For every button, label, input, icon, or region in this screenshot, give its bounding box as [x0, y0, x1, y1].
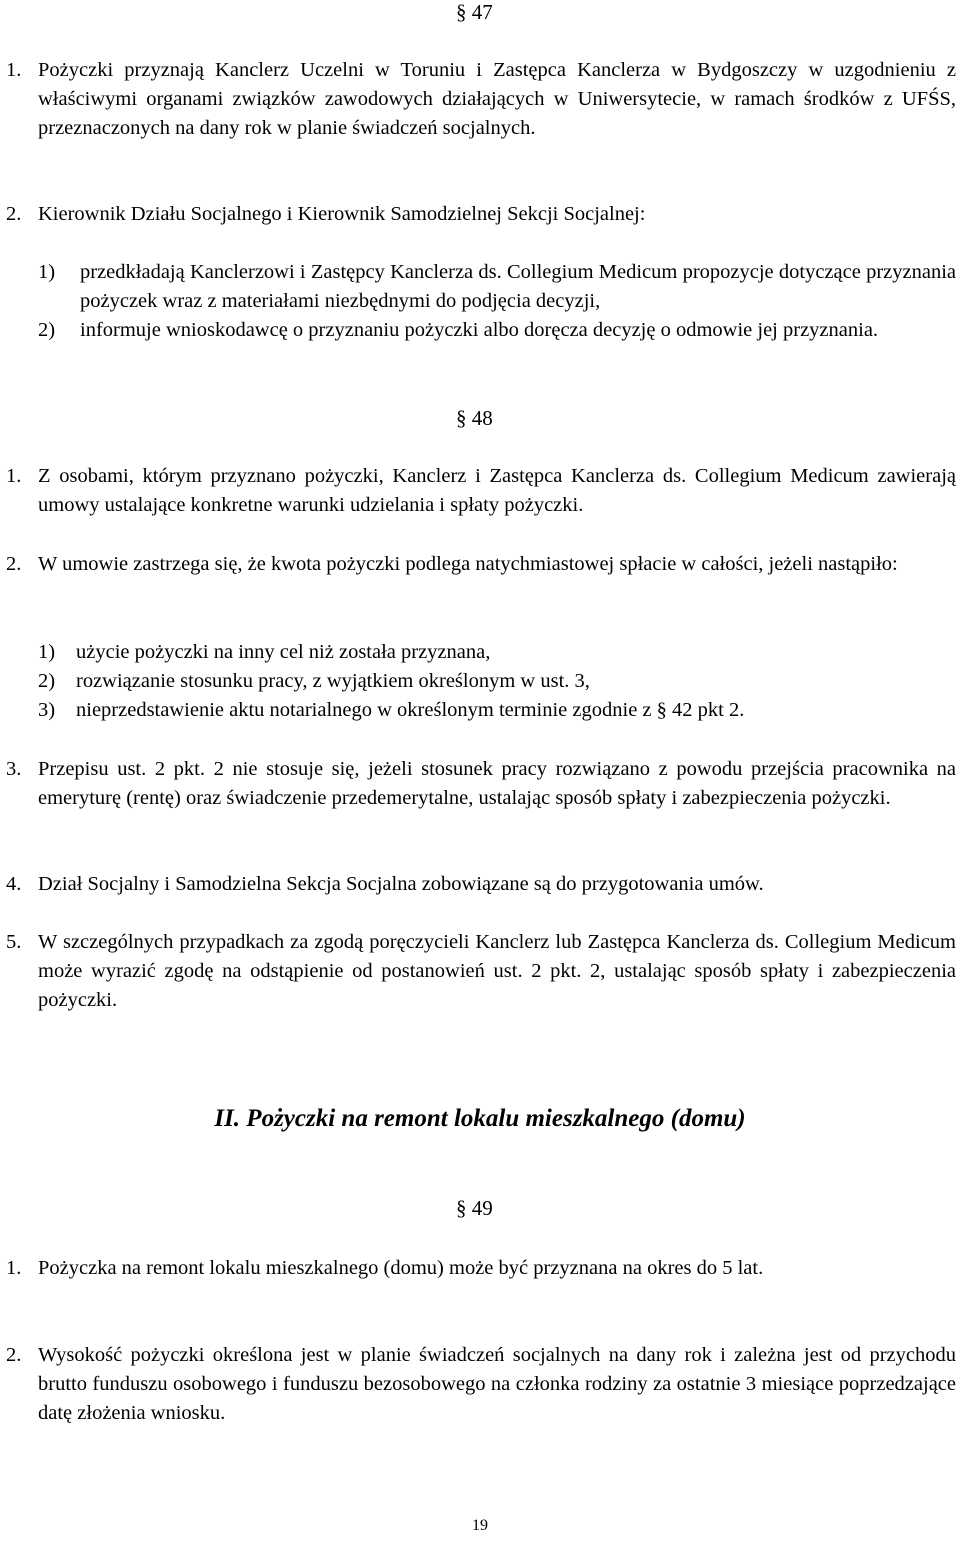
s48-item-2-number: 2) — [38, 670, 56, 692]
s47-para-1-text: Pożyczki przyznają Kanclerz Uczelni w Toruniu i Zastępca Kanclerza w Bydgoszczy w uzgodnieniu z właściwymi organami związków zawodowych działających w Uniwersytecie, w ramach środków z UFŚS, przeznaczonych na dany rok w planie świadczeń socjalnych. — [38, 59, 956, 139]
s48-para-1-text: Z osobami, którym przyznano pożyczki, Kanclerz i Zastępca Kanclerza ds. Collegium Medicum zawierają umowy ustalające konkretne warunki udzielania i spłaty pożyczki. — [38, 465, 956, 516]
s48-para-2-number: 2. — [6, 553, 22, 575]
s49-para-2-text: Wysokość pożyczki określona jest w planie świadczeń socjalnych na dany rok i zależna jest od przychodu brutto funduszu osobowego i funduszu bezosobowego na członka rodziny za ostatnie 3 miesiące poprzedzające datę złożenia wniosku. — [38, 1344, 956, 1424]
s48-para-4-number: 4. — [6, 873, 22, 895]
s48-item-1-number: 1) — [38, 641, 56, 663]
s49-para-2-number: 2. — [6, 1344, 22, 1366]
s48-para-2-text: W umowie zastrzega się, że kwota pożyczki podlega natychmiastowej spłacie w całości, jeżeli nastąpiło: — [38, 553, 898, 575]
s48-para-3-number: 3. — [6, 758, 22, 780]
s48-item-3-number: 3) — [38, 699, 56, 721]
section-49-heading: § 49 — [456, 1196, 493, 1220]
s48-item-2-text: rozwiązanie stosunku pracy, z wyjątkiem określonym w ust. 3, — [76, 670, 590, 692]
s47-para-2-number: 2. — [6, 203, 22, 225]
chapter-heading: II. Pożyczki na remont lokalu mieszkalnego (domu) — [214, 1105, 746, 1132]
section-47-heading: § 47 — [456, 0, 493, 24]
s47-item-1-number: 1) — [38, 261, 56, 283]
s47-para-2-text: Kierownik Działu Socjalnego i Kierownik Samodzielnej Sekcji Socjalnej: — [38, 203, 646, 225]
s48-item-3-text: nieprzedstawienie aktu notarialnego w określonym terminie zgodnie z § 42 pkt 2. — [76, 699, 745, 721]
s48-para-4-text: Dział Socjalny i Samodzielna Sekcja Socjalna zobowiązane są do przygotowania umów. — [38, 873, 764, 895]
s47-item-2-text: informuje wnioskodawcę o przyznaniu pożyczki albo doręcza decyzję o odmowie jej przyznania. — [80, 319, 879, 341]
s48-para-3-text: Przepisu ust. 2 pkt. 2 nie stosuje się, jeżeli stosunek pracy rozwiązano z powodu przejścia pracownika na emeryturę (rentę) oraz świadczenie przedemerytalne, ustalając sposób spłaty i zabezpieczenia pożyczki. — [38, 758, 956, 809]
s48-para-5-number: 5. — [6, 931, 22, 953]
s49-para-1-number: 1. — [6, 1257, 22, 1279]
s48-para-1-number: 1. — [6, 465, 22, 487]
s47-para-1-number: 1. — [6, 59, 22, 81]
page-number: 19 — [472, 1517, 488, 1534]
section-48-heading: § 48 — [456, 406, 493, 430]
s47-item-1-text: przedkładają Kanclerzowi i Zastępcy Kanclerza ds. Collegium Medicum propozycje dotyczące przyznania pożyczek wraz z materiałami niezbędnymi do podjęcia decyzji, — [80, 261, 956, 312]
s48-item-1-text: użycie pożyczki na inny cel niż została przyznana, — [76, 641, 491, 663]
s48-para-5-text: W szczególnych przypadkach za zgodą poręczycieli Kanclerz lub Zastępca Kanclerza ds. Collegium Medicum może wyrazić zgodę na odstąpienie od postanowień ust. 2 pkt. 2, ustalając sposób spłaty i zabezpieczenia pożyczki. — [38, 931, 956, 1011]
s49-para-1-text: Pożyczka na remont lokalu mieszkalnego (domu) może być przyznana na okres do 5 lat. — [38, 1257, 764, 1279]
s47-item-2-number: 2) — [38, 319, 56, 341]
